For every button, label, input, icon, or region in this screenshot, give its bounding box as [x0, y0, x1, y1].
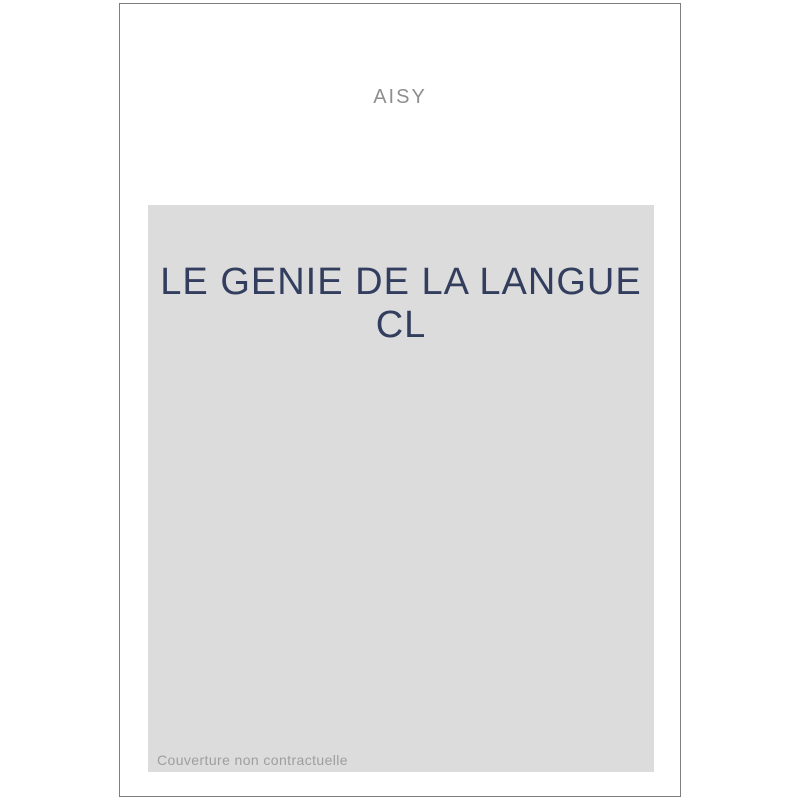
- cover-placeholder: [148, 205, 654, 772]
- book-cover-page: [119, 3, 681, 797]
- book-title: LE GENIE DE LA LANGUE CL: [160, 261, 642, 346]
- author-name: AISY: [373, 86, 427, 108]
- cover-disclaimer: Couverture non contractuelle: [157, 752, 348, 768]
